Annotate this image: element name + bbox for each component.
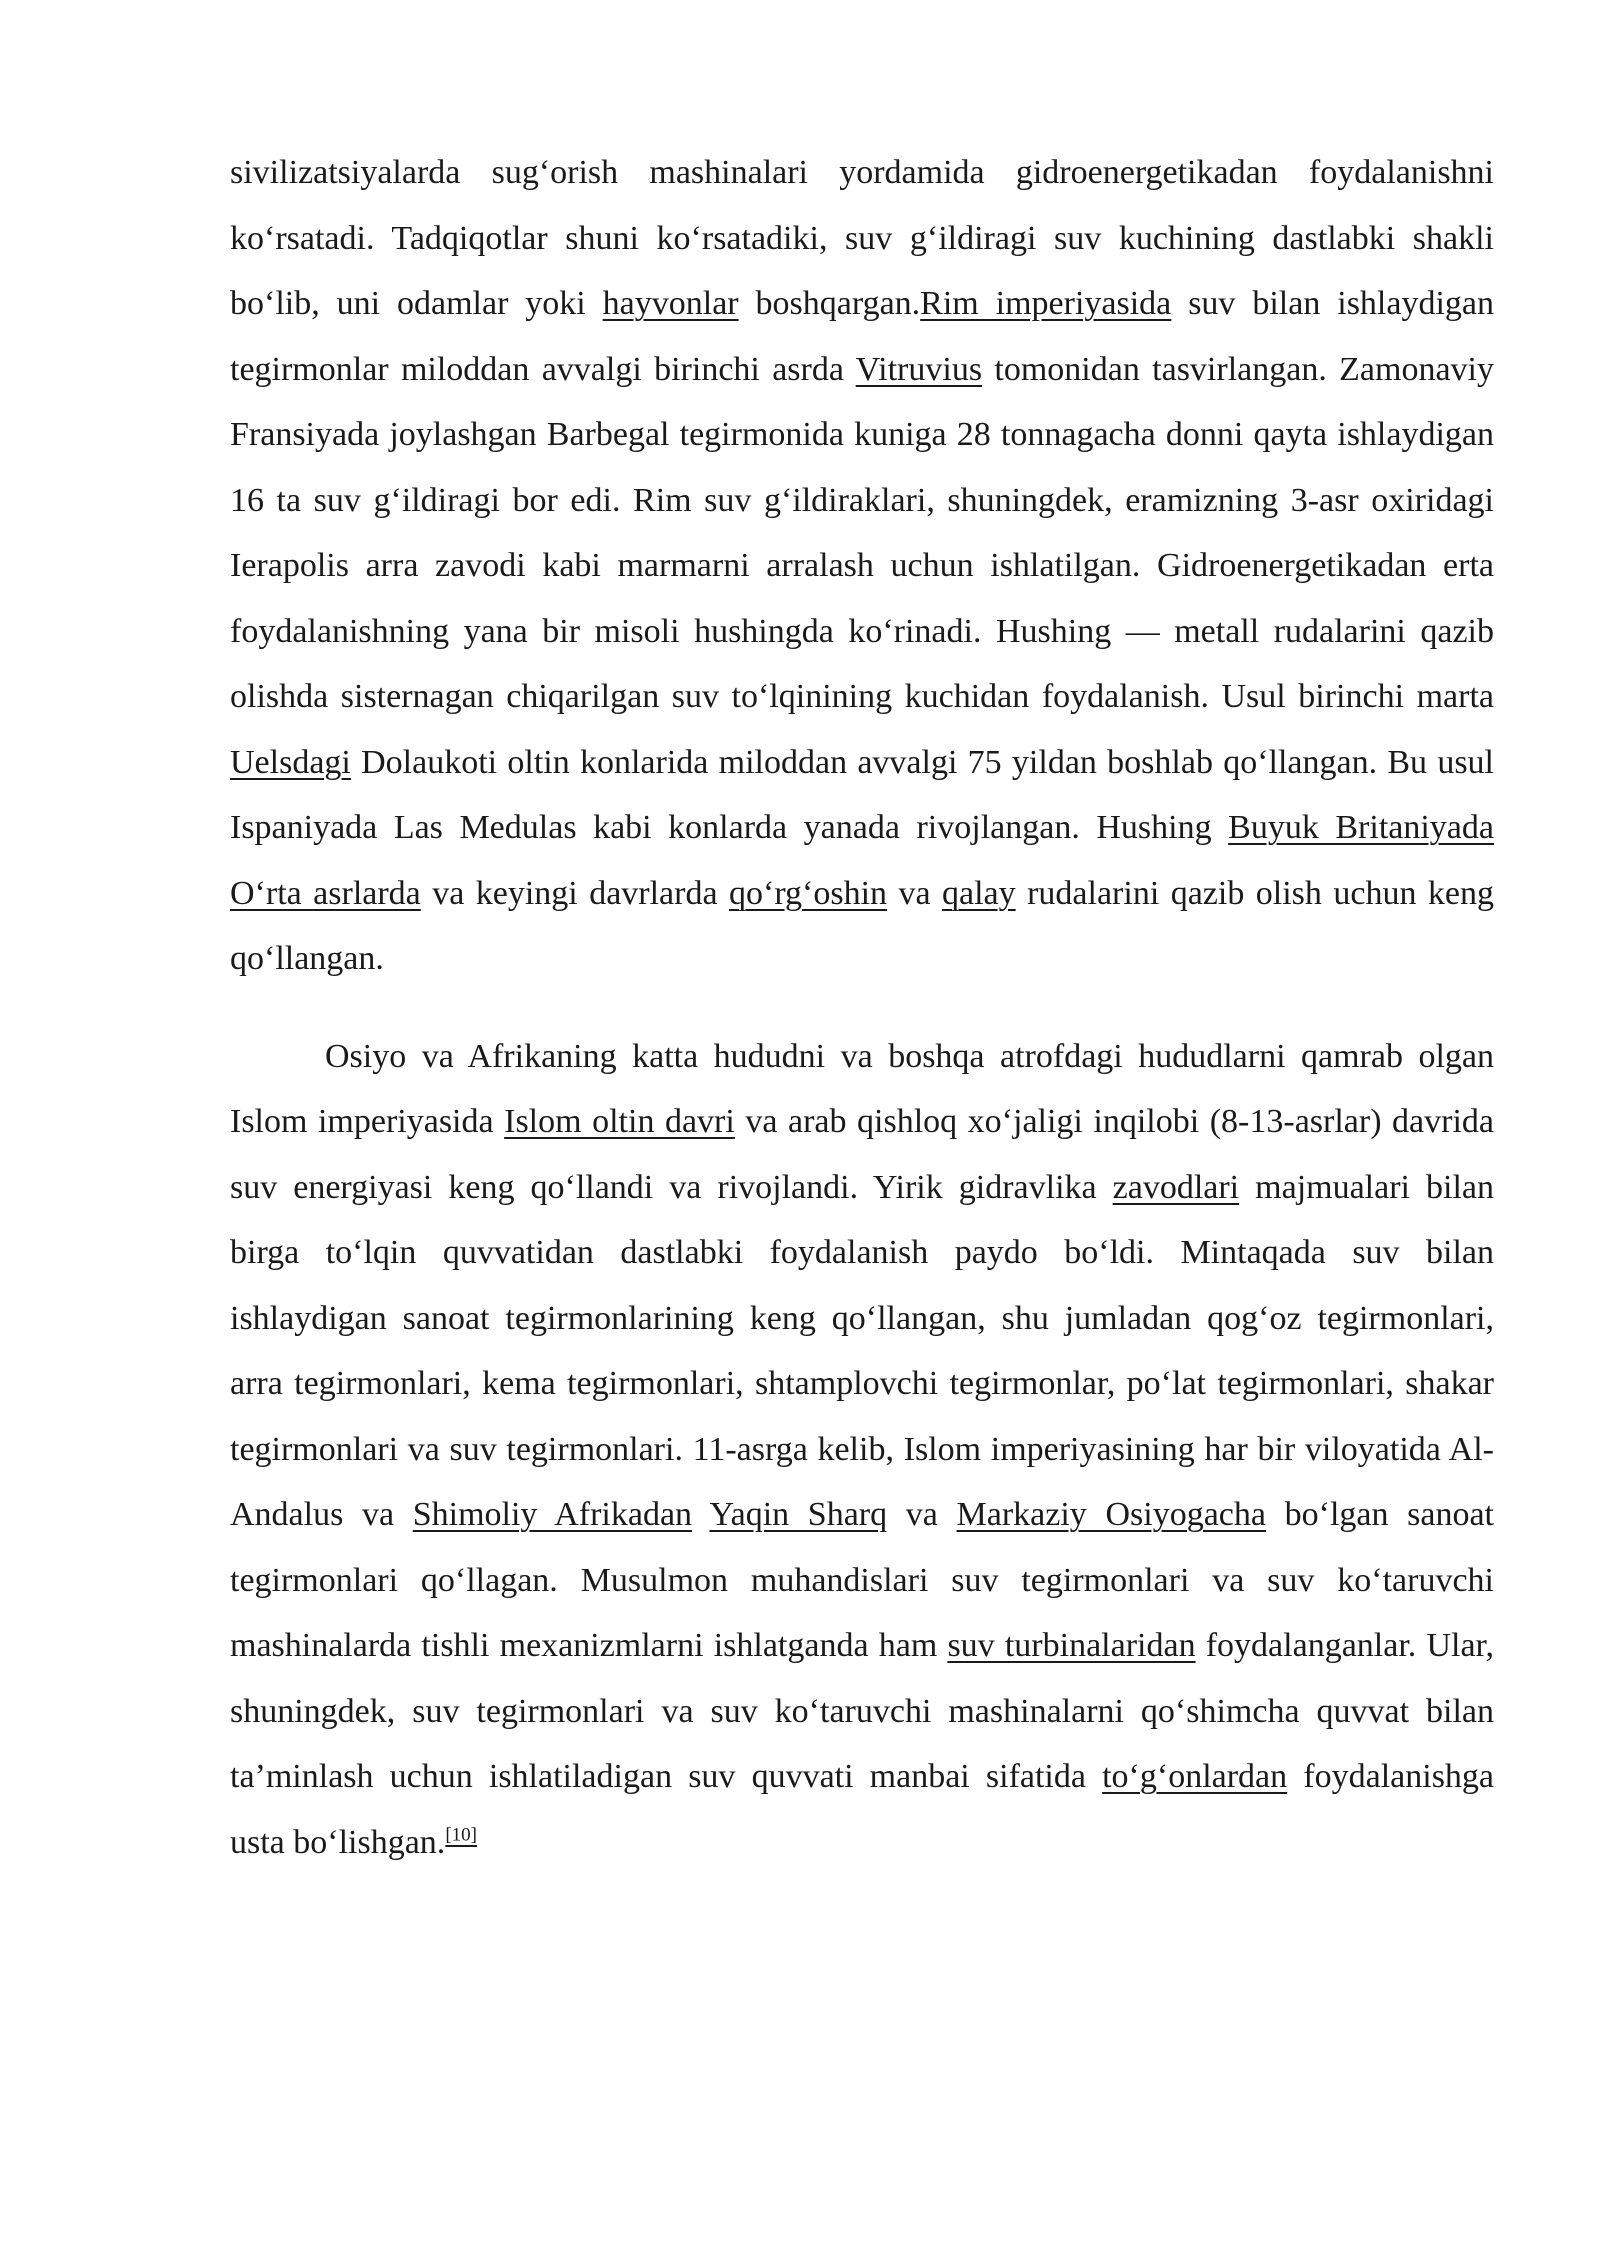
text-run: boshqargan.: [738, 285, 921, 322]
text-run: suv bilan ishlaydigan tegirmonlar miloddan avvalgi birinchi asrda: [230, 285, 1494, 388]
link-shimoliy-afrikadan[interactable]: Shimoliy Afrikadan: [412, 1496, 693, 1533]
link-vitruvius[interactable]: Vitruvius: [855, 350, 983, 388]
text-run: va keyingi davrlarda: [420, 874, 729, 912]
text-run: va: [887, 1496, 957, 1533]
link-markaziy-osiyogacha[interactable]: Markaziy Osiyogacha: [956, 1496, 1266, 1533]
text-run: rudalarini qazib olish uchun keng qo‘llangan.: [230, 874, 1494, 977]
text-run: [692, 1496, 709, 1533]
text-run: bo‘lgan sanoat tegirmonlari qo‘llagan. Musulmon muhandislari suv tegirmonlari va suv ko‘taruvchi mashinalarda tishli mexanizmlarni ishlatganda ham: [230, 1496, 1494, 1664]
link-buyuk-britaniyada[interactable]: Buyuk Britaniyada: [1228, 809, 1494, 846]
text-run: va arab qishloq xo‘jaligi inqilobi (8-13-asrlar) davrida suv energiyasi keng qo‘llandi va rivojlandi. Yirik gidravlika: [230, 1103, 1494, 1206]
paragraph-2: [230, 1024, 1494, 1876]
text-run: Dolaukoti oltin konlarida miloddan avvalgi 75 yildan boshlab qo‘llangan. Bu usul Ispaniyada Las Medulas kabi konlarda yanada rivojlangan. Hushing: [230, 743, 1494, 846]
text-run: foydalanishga usta bo‘lishgan.: [230, 1758, 1495, 1861]
text-run: tomonidan tasvirlangan. Zamonaviy Fransiyada joylashgan Barbegal tegirmonida kuniga 28 tonnagacha donni qayta ishlaydigan 16 ta suv g‘ildiragi bor edi. Rim suv g‘ildiraklari, shuningdek, eramizning 3-asr oxiridagi Ierapolis arra zavodi kabi marmarni arralash uchun ishlatilgan. Gidroenergetikadan erta foydalanishning yana bir misoli hushingda ko‘rinadi. Hushing — metall rudalarini qazib olishda sisternagan chiqarilgan suv to‘lqinining kuchidan foydalanish. Usul birinchi marta: [230, 350, 1494, 715]
link-yaqin-sharq[interactable]: Yaqin Sharq: [709, 1496, 888, 1533]
link-qalay[interactable]: qalay: [942, 874, 1016, 912]
link-togonlardan[interactable]: to‘g‘onlardan: [1102, 1758, 1288, 1795]
text-run: majmualari bilan birga to‘lqin quvvatidan dastlabki foydalanish paydo bo‘ldi. Mintaqada suv bilan ishlaydigan sanoat tegirmonlarining keng qo‘llangan, shu jumladan qog‘oz tegirmonlari, arra tegirmonlari, kema tegirmonlari, shtamplovchi tegirmonlar, po‘lat tegirmonlari, shakar tegirmonlari va suv tegirmonlari. 11-asrga kelib, Islom imperiyasining har bir viloyatida Al-Andalus va: [230, 1168, 1494, 1533]
link-rim-imperiyasida[interactable]: Rim imperiyasida: [920, 285, 1172, 322]
text-run: sivilizatsiyalarda sug‘orish mashinalari yordamida gidroenergetikadan foydalanishni ko‘rsatadi. Tadqiqotlar shuni ko‘rsatadiki, suv g‘ildiragi suv kuchining dastlabki shakli bo‘lib, uni odamlar yoki: [230, 154, 1494, 322]
text-run: va: [887, 874, 943, 912]
link-islom-oltin-davri[interactable]: Islom oltin davri: [504, 1103, 735, 1140]
document-body: [230, 140, 1494, 1875]
link-orta-asrlarda[interactable]: O‘rta asrlarda: [230, 874, 421, 912]
link-uelsdagi[interactable]: Uelsdagi: [230, 743, 351, 781]
footnote-ref-10[interactable]: [10]: [445, 1824, 477, 1846]
paragraph-1: [230, 140, 1494, 992]
link-qorgoshin[interactable]: qo‘rg‘oshin: [729, 874, 888, 912]
link-zavodlari[interactable]: zavodlari: [1112, 1168, 1240, 1206]
text-run: foydalanganlar. Ular, shuningdek, suv tegirmonlari va suv ko‘taruvchi mashinalarni qo‘shimcha quvvat bilan ta’minlash uchun ishlatiladigan suv quvvati manbai sifatida: [230, 1627, 1494, 1795]
link-suv-turbinalaridan[interactable]: suv turbinalaridan: [947, 1627, 1196, 1664]
link-hayvonlar[interactable]: hayvonlar: [602, 285, 739, 322]
text-run: Osiyo va Afrikaning katta hududni va boshqa atrofdagi hududlarni qamrab olgan Islom imperiyasida: [230, 1037, 1494, 1140]
